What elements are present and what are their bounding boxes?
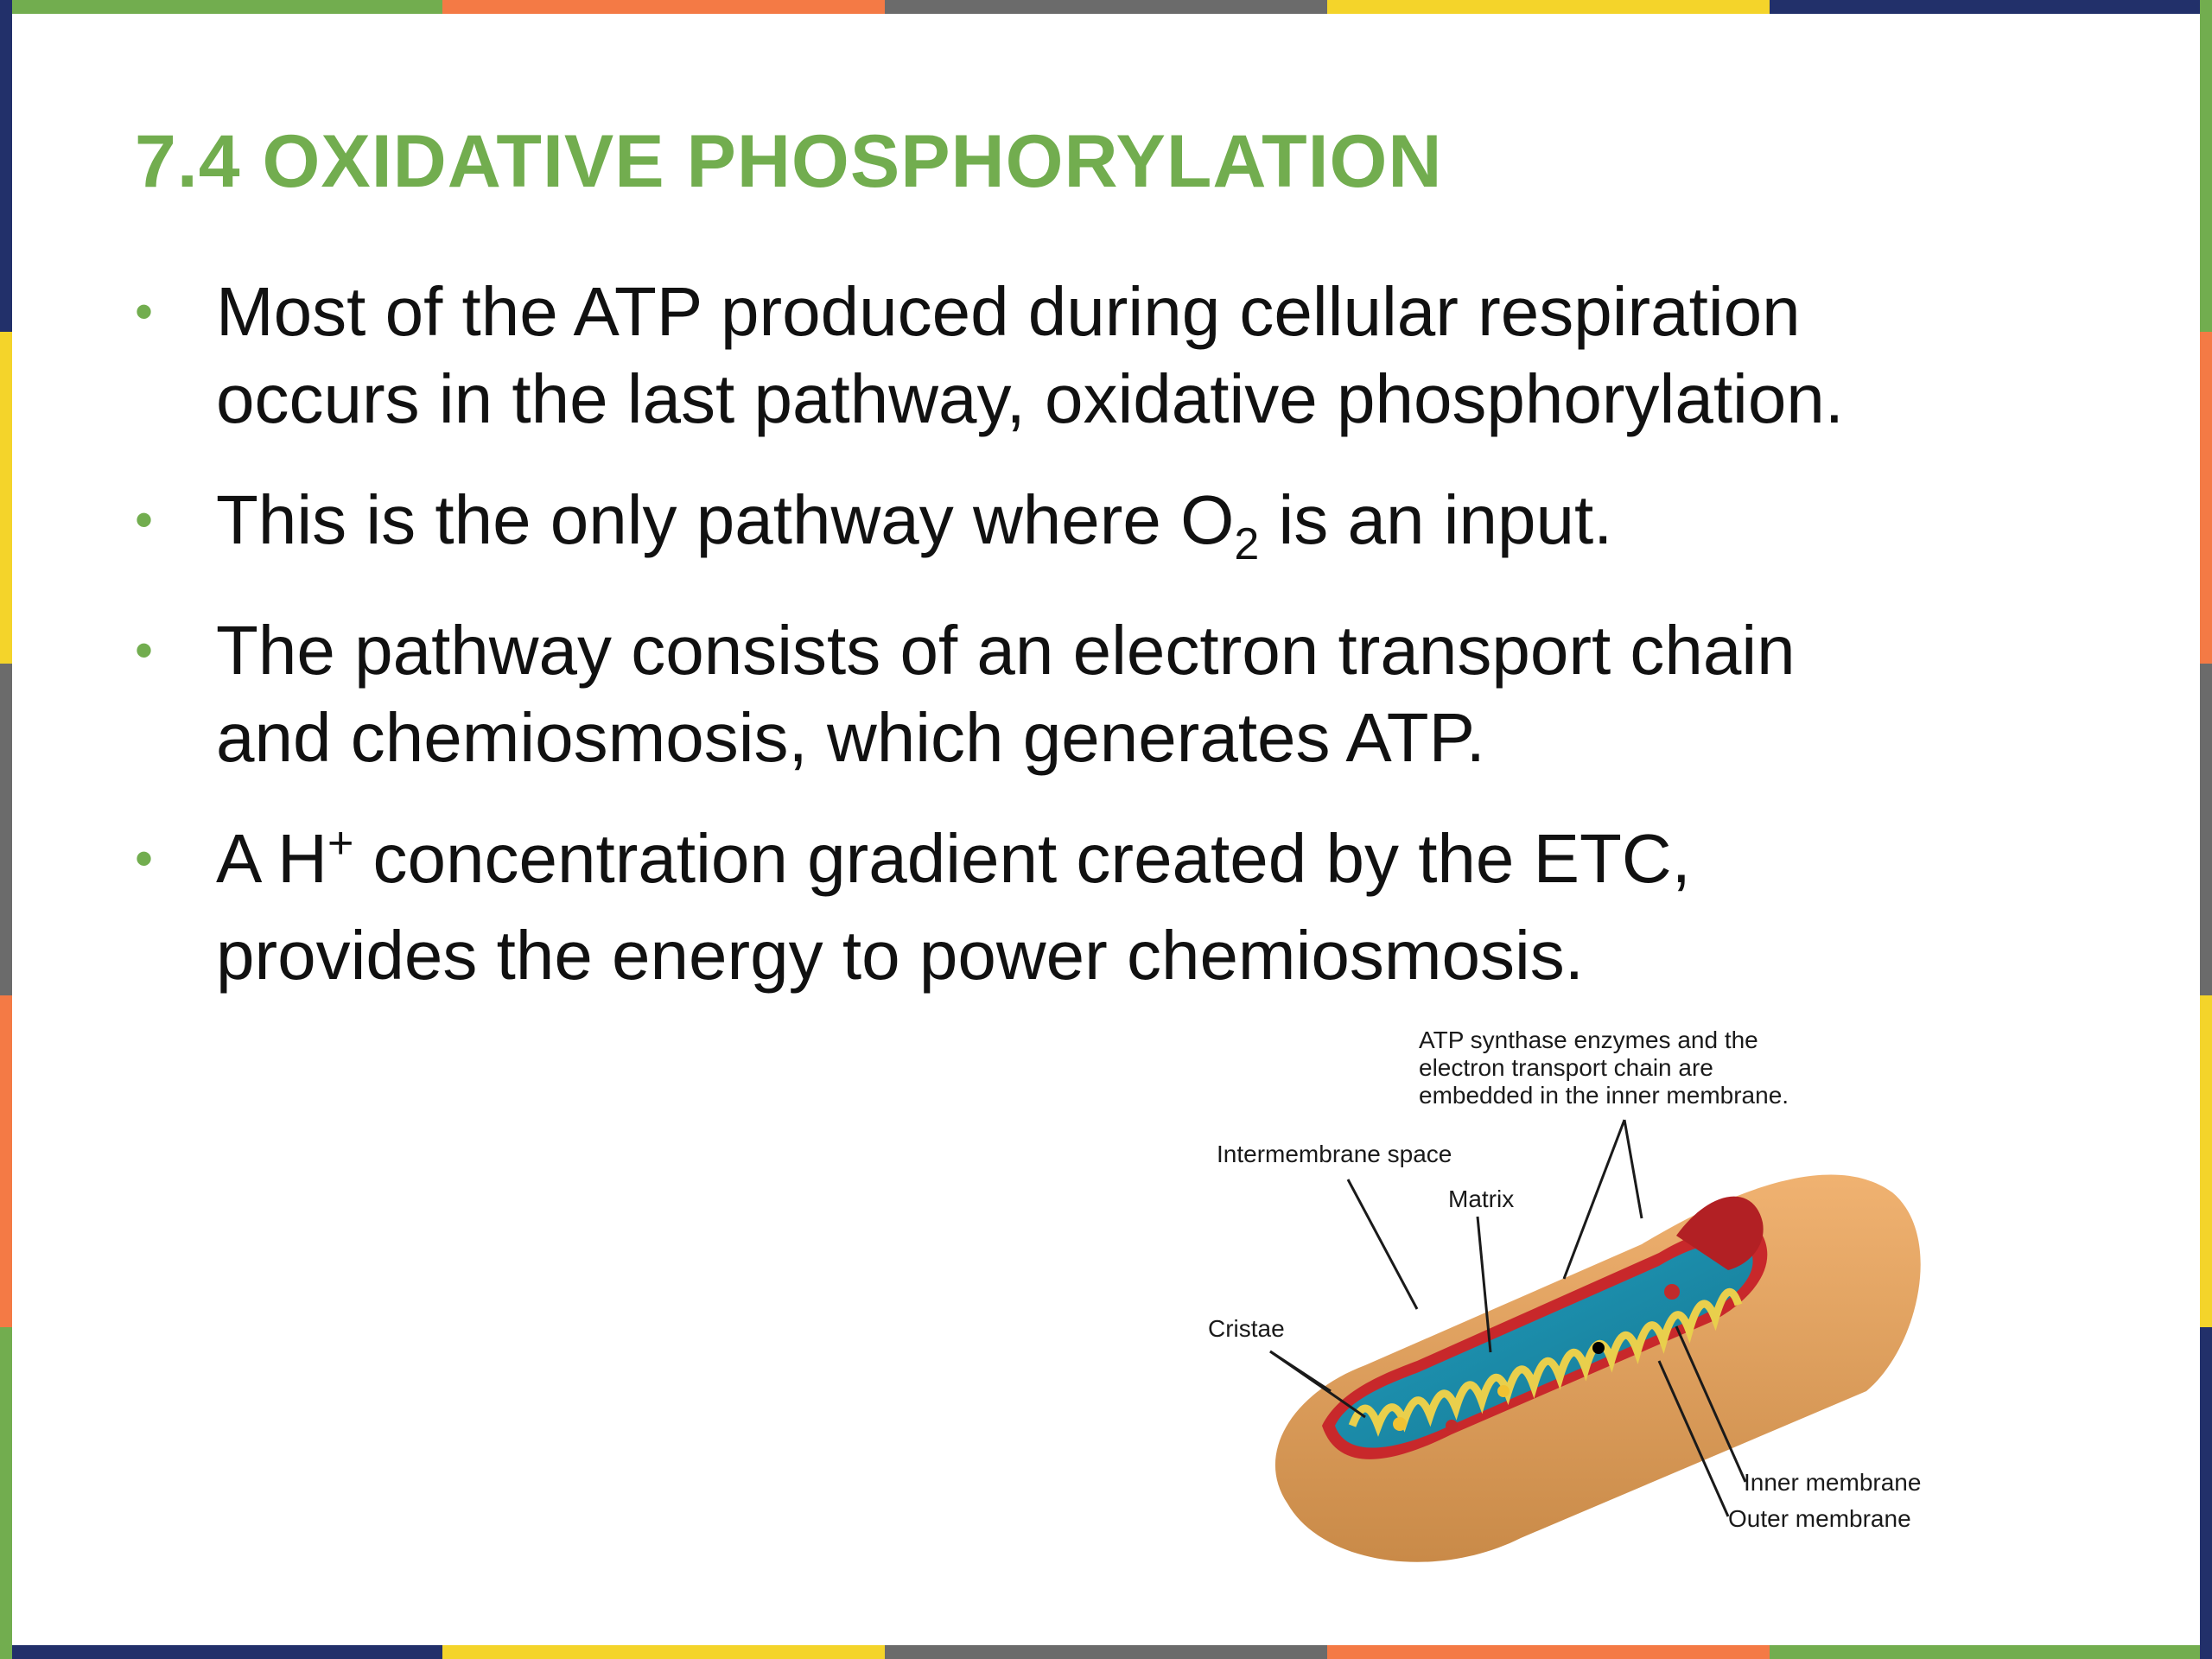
bullet-text: A H [216,820,327,897]
bullet-item [130,476,2013,573]
bullet-dot-icon: • [135,830,154,887]
bullet-text: provides the energy to power chemiosmosis. [216,917,1584,994]
slide-title: 7.4 OXIDATIVE PHOSPHORYLATION [135,120,1443,203]
bullet-text: is an input. [1259,481,1613,558]
label-intermembrane-space: Intermembrane space [1217,1141,1452,1167]
bullet-text: and chemiosmosis, which generates ATP. [216,699,1485,776]
bullet-item [130,815,2013,999]
bullet-item [130,607,2013,781]
label-matrix: Matrix [1448,1185,1515,1212]
mitochondrion-figure [1192,1020,1944,1590]
top-color-bar [0,0,2212,14]
bullet-text: Most of the ATP produced during cellular respiration [216,273,1801,350]
bullet-list [130,268,2013,1033]
subscript: 2 [1234,519,1260,569]
right-color-bar [2200,0,2212,1659]
bullet-text: concentration gradient created by the ETC, [353,820,1691,897]
superscript: + [327,818,354,868]
label-cristae: Cristae [1208,1315,1285,1342]
bullet-text: occurs in the last pathway, oxidative phosphorylation. [216,360,1845,437]
bullet-dot-icon: • [135,283,154,340]
caption-top-line: electron transport chain are [1419,1054,1713,1081]
bullet-item [130,268,2013,442]
caption-top-line: ATP synthase enzymes and the [1419,1027,1758,1053]
caption-top-line: embedded in the inner membrane. [1419,1082,1789,1109]
bullet-text: This is the only pathway where O [216,481,1235,558]
bottom-color-bar [0,1645,2212,1659]
bullet-text: The pathway consists of an electron transport chain [216,612,1796,689]
bullet-dot-icon: • [135,491,154,549]
label-inner-membrane: Inner membrane [1744,1469,1922,1496]
bullet-dot-icon: • [135,621,154,679]
left-color-bar [0,0,12,1659]
label-outer-membrane: Outer membrane [1728,1505,1911,1532]
